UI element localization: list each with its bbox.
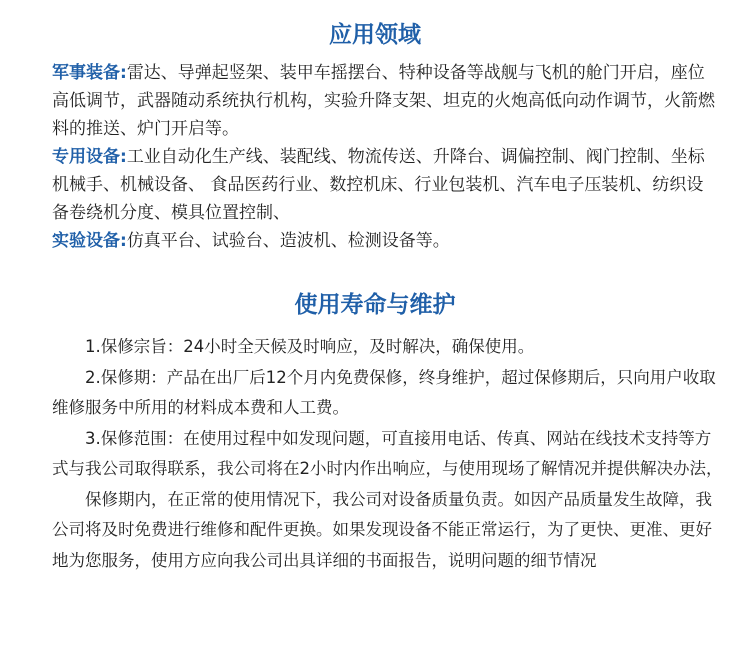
application-list [52, 59, 715, 255]
maintenance-paragraph: 保修期内，在正常的使用情况下，我公司对设备质量负责。如因产品质量发生故障，我公司将及时免费进行维修和配件更换。如果发现设备不能正常运行，为了更快、更准、更好地为您服务，使用方应向我公司出具详细的书面报告，说明问题的细节情况 [52, 489, 712, 570]
section-title-maintenance: 使用寿命与维护 [294, 292, 456, 318]
maintenance-text [52, 332, 724, 576]
application-label: 军事装备: [52, 63, 127, 83]
maintenance-paragraph: 1.保修宗旨：24小时全天候及时响应，及时解决，确保使用。 [85, 337, 535, 356]
application-text: 工业自动化生产线、装配线、物流传送、升降台、调偏控制、阀门控制、坐标机械手、机械设备、 食品医药行业、数控机床、行业包装机、汽车电子压装机、纺织设备卷绕机分度、模具位置控制、 [52, 147, 705, 223]
application-item-experiment [52, 227, 715, 255]
section-title-application: 应用领域 [329, 22, 421, 48]
application-label: 专用设备: [52, 147, 127, 167]
application-text: 雷达、导弹起竖架、装甲车摇摆台、特种设备等战舰与飞机的舱门开启，座位高低调节，武器随动系统执行机构，实验升降支架、坦克的火炮高低向动作调节，火箭燃料的推送、炉门开启等。 [52, 63, 715, 139]
maintenance-paragraph: 3.保修范围：在使用过程中如发现问题，可直接用电话、传真、网站在线技术支持等方式与我公司取得联系，我公司将在2小时内作出响应，与使用现场了解情况并提供解决办法， [52, 428, 723, 478]
application-item-military [52, 59, 715, 143]
application-item-special [52, 143, 715, 227]
maintenance-paragraph: 2.保修期：产品在出厂后12个月内免费保修，终身维护，超过保修期后，只向用户收取维修服务中所用的材料成本费和人工费。 [52, 367, 716, 417]
application-text: 仿真平台、试验台、造波机、检测设备等。 [126, 231, 450, 251]
application-label: 实验设备: [52, 231, 127, 251]
